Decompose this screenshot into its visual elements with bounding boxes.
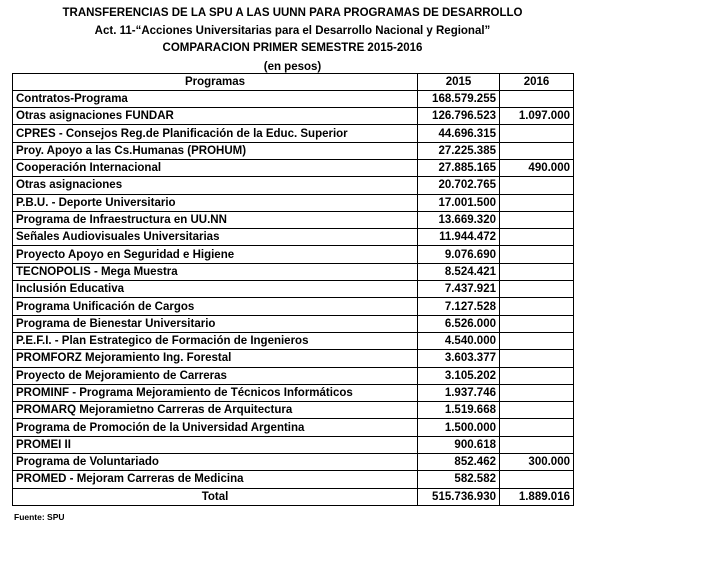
value-2015-cell: 1.500.000 [418,419,500,436]
program-name-cell: PROMEI II [13,436,418,453]
table-row [13,194,574,211]
value-2016-cell [500,298,574,315]
program-name-cell: PROMARQ Mejoramietno Carreras de Arquitectura [13,402,418,419]
value-2015-cell: 27.885.165 [418,159,500,176]
table-row [13,281,574,298]
table-row [13,436,574,453]
table-row [13,332,574,349]
program-name-cell: Cooperación Internacional [13,159,418,176]
value-2016-cell [500,125,574,142]
program-name-cell: Proyecto Apoyo en Seguridad e Higiene [13,246,418,263]
total-2015: 515.736.930 [418,488,500,505]
value-2015-cell: 3.603.377 [418,350,500,367]
value-2015-cell: 4.540.000 [418,332,500,349]
total-label: Total [13,488,418,505]
report-title: TRANSFERENCIAS DE LA SPU A LAS UUNN PARA PROGRAMAS DE DESARROLLO [62,7,523,19]
table-row [13,367,574,384]
value-2016-cell [500,402,574,419]
value-2015-cell: 1.519.668 [418,402,500,419]
value-2016-cell [500,367,574,384]
program-name-cell: Señales Audiovisuales Universitarias [13,229,418,246]
value-2015-cell: 126.796.523 [418,108,500,125]
table-row [13,142,574,159]
table-row [13,315,574,332]
value-2016-cell [500,384,574,401]
table-row [13,108,574,125]
table-row [13,471,574,488]
program-name-cell: Otras asignaciones FUNDAR [13,108,418,125]
program-name-cell: CPRES - Consejos Reg.de Planificación de la Educ. Superior [13,125,418,142]
value-2015-cell: 9.076.690 [418,246,500,263]
program-name-cell: Programa Unificación de Cargos [13,298,418,315]
table-row [13,384,574,401]
program-name-cell: PROMINF - Programa Mejoramiento de Técnicos Informáticos [13,384,418,401]
program-name-cell: Proyecto de Mejoramiento de Carreras [13,367,418,384]
value-2016-cell [500,142,574,159]
col-header-programas: Programas [13,73,418,90]
table-header-row [13,73,574,90]
value-2016-cell [500,194,574,211]
value-2016-cell [500,315,574,332]
value-2015-cell: 582.582 [418,471,500,488]
value-2015-cell: 13.669.320 [418,211,500,228]
table-row [13,211,574,228]
program-name-cell: Programa de Infraestructura en UU.NN [13,211,418,228]
table-row [13,402,574,419]
value-2015-cell: 6.526.000 [418,315,500,332]
col-header-2015: 2015 [418,73,500,90]
program-name-cell: Programa de Promoción de la Universidad Argentina [13,419,418,436]
value-2016-cell [500,436,574,453]
value-2015-cell: 44.696.315 [418,125,500,142]
program-name-cell: P.E.F.I. - Plan Estrategico de Formación de Ingenieros [13,332,418,349]
total-2016: 1.889.016 [500,488,574,505]
value-2016-cell [500,211,574,228]
units-label: (en pesos) [263,60,322,73]
value-2015-cell: 3.105.202 [418,367,500,384]
value-2015-cell: 20.702.765 [418,177,500,194]
value-2016-cell: 1.097.000 [500,108,574,125]
program-name-cell: P.B.U. - Deporte Universitario [13,194,418,211]
value-2016-cell [500,471,574,488]
value-2015-cell: 168.579.255 [418,90,500,107]
table-row [13,246,574,263]
value-2016-cell [500,177,574,194]
value-2016-cell: 300.000 [500,454,574,471]
program-name-cell: Programa de Bienestar Universitario [13,315,418,332]
value-2016-cell [500,332,574,349]
value-2016-cell [500,246,574,263]
value-2016-cell [500,263,574,280]
table-row [13,159,574,176]
table-row [13,229,574,246]
value-2015-cell: 11.944.472 [418,229,500,246]
source-note: Fuente: SPU [14,511,65,522]
table-row [13,125,574,142]
value-2015-cell: 8.524.421 [418,263,500,280]
table-row [13,454,574,471]
table-row [13,177,574,194]
value-2016-cell [500,229,574,246]
program-name-cell: Inclusión Educativa [13,281,418,298]
table-row [13,298,574,315]
value-2015-cell: 17.001.500 [418,194,500,211]
table-row [13,263,574,280]
value-2016-cell: 490.000 [500,159,574,176]
value-2016-cell [500,90,574,107]
report-sheet [12,0,573,522]
program-name-cell: Contratos-Programa [13,90,418,107]
program-name-cell: Proy. Apoyo a las Cs.Humanas (PROHUM) [13,142,418,159]
value-2016-cell [500,350,574,367]
col-header-2016: 2016 [500,73,574,90]
report-subtitle: Act. 11-“Acciones Universitarias para el Desarrollo Nacional y Regional” [94,24,491,37]
table-row [13,350,574,367]
table-row [13,90,574,107]
program-name-cell: PROMFORZ Mejoramiento Ing. Forestal [13,350,418,367]
value-2015-cell: 7.437.921 [418,281,500,298]
table-row [13,419,574,436]
total-row [13,488,574,505]
program-name-cell: PROMED - Mejoram Carreras de Medicina [13,471,418,488]
value-2015-cell: 7.127.528 [418,298,500,315]
program-name-cell: TECNOPOLIS - Mega Muestra [13,263,418,280]
comparison-label: COMPARACION PRIMER SEMESTRE 2015-2016 [162,42,423,54]
value-2015-cell: 900.618 [418,436,500,453]
value-2015-cell: 852.462 [418,454,500,471]
value-2016-cell [500,281,574,298]
value-2015-cell: 1.937.746 [418,384,500,401]
value-2015-cell: 27.225.385 [418,142,500,159]
programs-table [12,73,574,506]
program-name-cell: Otras asignaciones [13,177,418,194]
program-name-cell: Programa de Voluntariado [13,454,418,471]
value-2016-cell [500,419,574,436]
